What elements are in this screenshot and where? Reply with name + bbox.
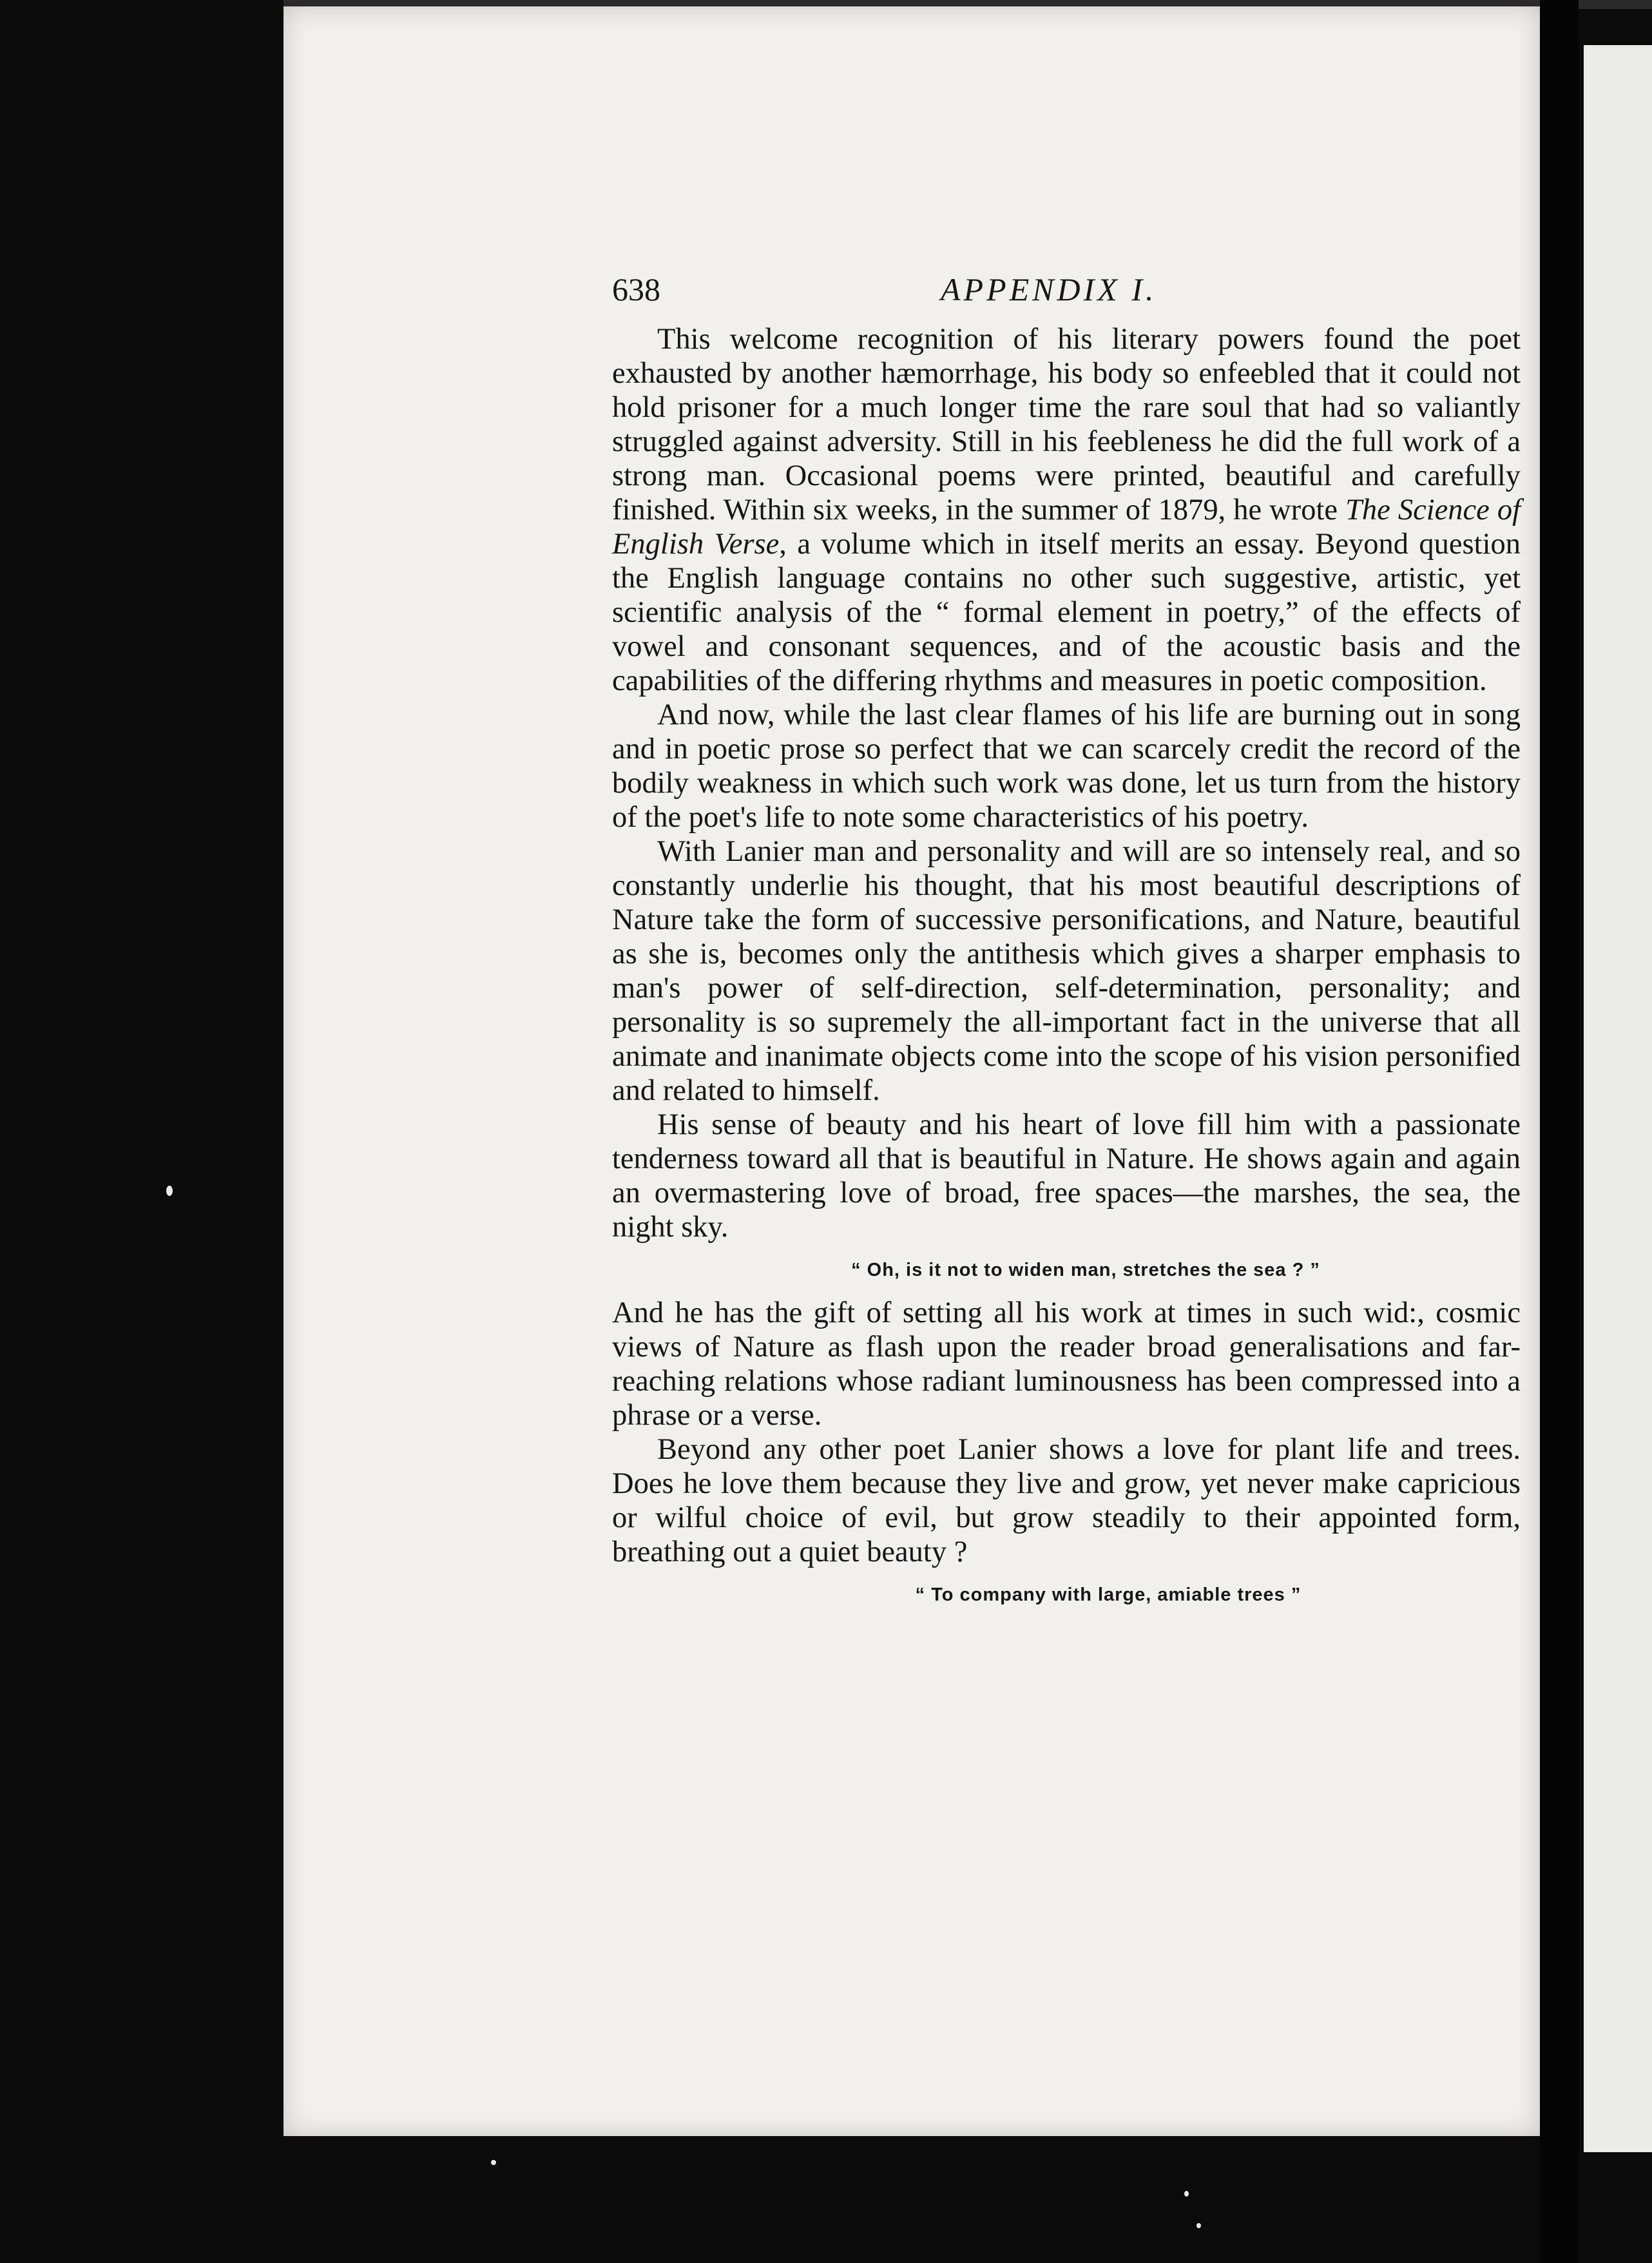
quotation-sea: “ Oh, is it not to widen man, stretches the sea ? ” [851, 1260, 1320, 1280]
quotation-trees: “ To company with large, amiable trees ” [915, 1584, 1301, 1605]
section-title: APPENDIX I. [941, 271, 1157, 307]
page-number: 638 [612, 271, 660, 307]
binding-shadow [1540, 0, 1579, 2263]
paragraph-1 [612, 322, 1521, 698]
paragraph-2: And now, while the last clear flames of his life are burning out in song and in poetic prose so perfect that we can scarcely credit the record of the bodily weakness in which such work was done, let us turn from the history of the poet's life to note some characteristics of his poetry. [612, 698, 1521, 834]
dust-speck [1196, 2223, 1201, 2228]
paragraph-1-start: This welcome recognition of his literary powers found the poet exhausted by another hæmorrhage, his body so enfeebled that it could not hold prisoner for a much longer time the rare soul that had so valiantly struggled against adversity. Still in his feebleness he did the full work of a strong man. Occasional poems were printed, beautiful and carefully finished. Within six weeks, in the summer of 1879, he wrote [612, 323, 1521, 526]
dust-speck [166, 1186, 173, 1196]
paragraph-1-end: , a volume which in itself merits an essay. Beyond question the English language contains no other such suggestive, artistic, yet scientific analysis of the “ formal element in poetry,” of the effects of vowel and consonant sequences, and of the acoustic basis and the capabilities of the differing rhythms and measures in poetic composition. [612, 528, 1521, 697]
paragraph-6: Beyond any other poet Lanier shows a love for plant life and trees. Does he love them because they live and grow, yet never make capricious or wilful choice of evil, but grow steadily to their appointed form, breathing out a quiet beauty ? [612, 1433, 1521, 1568]
dust-speck [1184, 2191, 1189, 2197]
running-head [612, 271, 1521, 322]
page-text [612, 271, 1521, 1621]
book-title: The Science of English Verse [612, 494, 1521, 561]
paragraph-4: His sense of beauty and his heart of love fill him with a passionate tenderness toward all that is beautiful in Nature. He shows again and again an overmastering love of broad, free spaces—the marshes, the sea, the night sky. [612, 1108, 1521, 1244]
dust-speck [491, 2160, 496, 2165]
paragraph-3: With Lanier man and personality and will are so intensely real, and so constantly underlie his thought, that his most beautiful descriptions of Nature take the form of successive personifications, and Nature, beautiful as she is, becomes only the antithesis which gives a sharper emphasis to man's power of self-direction, self-determination, personality; and personality is so supremely the all-important fact in the universe that all animate and inanimate objects come into the scope of his vision personified and related to himself. [612, 835, 1521, 1107]
paragraph-5: And he has the gift of setting all his work at times in such wid:, cosmic views of Nature as flash upon the reader broad generalisations and far-reaching relations whose radiant luminousness has been compressed into a phrase or a verse. [612, 1296, 1521, 1432]
next-page-edge [1584, 45, 1652, 2152]
